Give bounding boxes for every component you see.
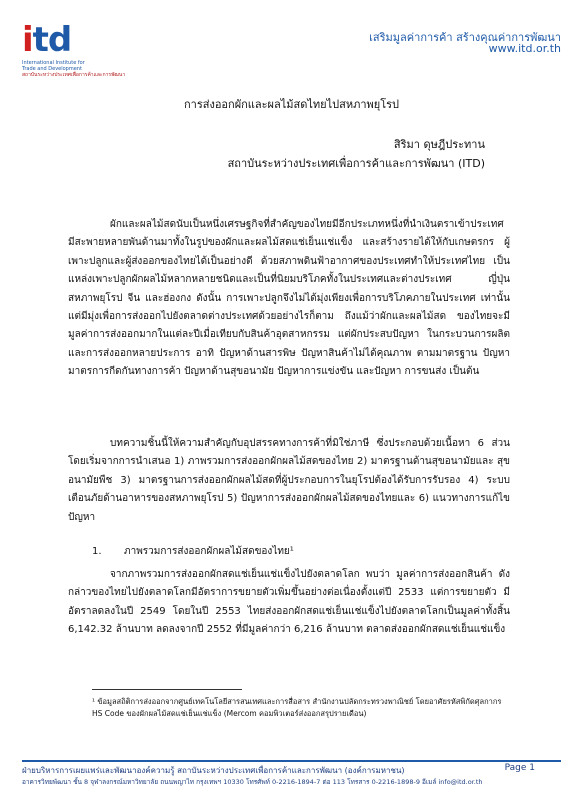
- logo-subtitle-3: สถาบันระหว่างประเทศเพื่อการค้าและการพัฒนา: [22, 72, 126, 78]
- paragraph-intro: ผักและผลไม้สดนับเป็นหนึ่งเศรษฐกิจที่สำคัญของไทยมีอีกประเภทหนึ่งที่นำเงินตราเข้าประเทศ มีสะพายหลายพันด้านมาทั้งในรูปของผักและผลไม้สดแช่เย็นแช่แข็ง และสร้างรายได้ให้กับเกษตรกร ผู้เพาะปลูกและผู้ส่งออกของไทยได้เป็นอย่างดี ด้วยสภาพดินฟ้าอากาศของประเทศทำให้ประเทศไทย เป็นแหล่งเพาะปลูกผักผลไม้หลากหลายชนิดและเป็นที่นิยมบริโภคทั้งในประเทศและต่างประเทศ ญี่ปุ่น สหภาพยุโรป จีน และฮ่องกง ดังนั้น การเพาะปลูกจึงไม่ได้มุ่งเพียงเพื่อการบริโภคภายในประเทศ เท่านั้น แต่มีมุ่งเพื่อการส่งออกไปยังตลาดต่างประเทศด้วยอย่างไรก็ตาม ถึงแม้ว่าผักและผลไม้สด ของไทยจะมีมูลค่าการส่งออกมากในแต่ละปีเมื่อเทียบกับสินค้าอุตสาหกรรม แต่ผักประสบปัญหา ในกระบวนการผลิตและการส่งออกหลายประการ อาทิ ปัญหาด้านสารพิษ ปัญหาสินค้าไม่ได้คุณภาพ ตามมาตรฐาน ปัญหามาตรการกีดกันทางการค้า ปัญหาด้านสุขอนามัย ปัญหาการแข่งขัน และปัญหา การขนส่ง เป็นต้น: [68, 219, 510, 378]
- footnote-divider: [92, 689, 242, 690]
- paragraph-export-overview: จากภาพรวมการส่งออกผักสดแช่เย็นแช่แข็งไปยังตลาดโลก พบว่า มูลค่าการส่งออกสินค้า ดังกล่าวของไทยไปยังตลาดโลกมีอัตราการขยายตัวเพิ่มขึ้นอย่างต่อเนื่องตั้งแต่ปี 2533 แต่การขยายตัว มีอัตราลดลงในปี 2549 โดยในปี 2553 ไทยส่งออกผักสดแช่เย็นแช่แข็งไปยังตลาดโลกเป็นมูลค่าทั้งสิ้น 6,142.32 ล้านบาท ลดลงจากปี 2552 ที่มีมูลค่ากว่า 6,216 ล้านบาท ตลาดส่งออกผักสดแช่เย็นแช่แข็ง: [68, 569, 510, 636]
- header-website: www.itd.or.th: [488, 42, 561, 55]
- logo-subtitle-1: International Institute for: [22, 60, 85, 66]
- section-number: 1.: [92, 546, 102, 557]
- paragraph-outline: บทความชิ้นนี้ให้ความสำคัญกับอุปสรรคทางการค้าที่มิใช่ภาษี ซึ่งประกอบด้วยเนื้อหา 6 ส่วน โดยเริ่มจากการนำเสนอ 1) ภาพรวมการส่งออกผักผลไม้สดของไทย 2) มาตรฐานด้านสุขอนามัยและ สุขอนามัยพืช 3) มาตรฐานการส่งออกผักผลไม้สดที่ผู้ประกอบการในยุโรปต้องได้รับการรับรอง 4) ระบบเตือนภัยด้านอาหารของสหภาพยุโรป 5) ปัญหาการส่งออกผักผลไม้สดของไทยและ 6) แนวทางการแก้ไขปัญหา: [68, 438, 510, 523]
- author-affiliation: สถาบันระหว่างประเทศเพื่อการค้าและการพัฒนา (ITD): [227, 157, 485, 170]
- footer-organization: ฝ่ายบริหารการเผยแพร่และพัฒนาองค์ความรู้ สถาบันระหว่างประเทศเพื่อการค้าและการพัฒนา (องค์การมหาชน): [22, 766, 405, 775]
- document-title: การส่งออกผักและผลไม้สดไทยไปสหภาพยุโรป: [183, 98, 399, 111]
- footer-divider: [22, 760, 561, 762]
- page-number: Page 1: [504, 763, 535, 773]
- logo-subtitle-2: Trade and Development: [22, 66, 82, 72]
- logo-wordmark: [22, 22, 71, 58]
- footnote: ¹ ข้อมูลสถิติการส่งออกจากศูนย์เทคโนโลยีสารสนเทศและการสื่อสาร สำนักงานปลัดกระทรวงพาณิชย์ โดยอาศัยรหัสพิกัดศุลกากร HS Code ของผักผลไม้สดแช่เย็นแช่แข็ง (Mercom คอมพิวเตอร์ส่งออกสรุปรายเดือน): [92, 697, 502, 718]
- logo-letters-td: td: [32, 20, 72, 60]
- section-title: ภาพรวมการส่งออกผักผลไม้สดของไทย¹: [124, 546, 294, 557]
- footer-address: อาคารวิทยพัฒนา ชั้น 8 จุฬาลงกรณ์มหาวิทยาลัย ถนนพญาไท กรุงเทพฯ 10330 โทรศัพท์ 0-2216-1894-7 ต่อ 113 โทรสาร 0-2216-1898-9 อีเมล์ info@itd.or.th: [22, 778, 483, 786]
- author-name: สิริมา ดุษฎีประทาน: [393, 138, 485, 151]
- logo-letter-i: i: [22, 20, 33, 60]
- header-slogan: เสริมมูลค่าการค้า สร้างคุณค่าการพัฒนา: [369, 31, 561, 44]
- itd-logo: [22, 20, 132, 78]
- section-heading-1: [92, 544, 294, 559]
